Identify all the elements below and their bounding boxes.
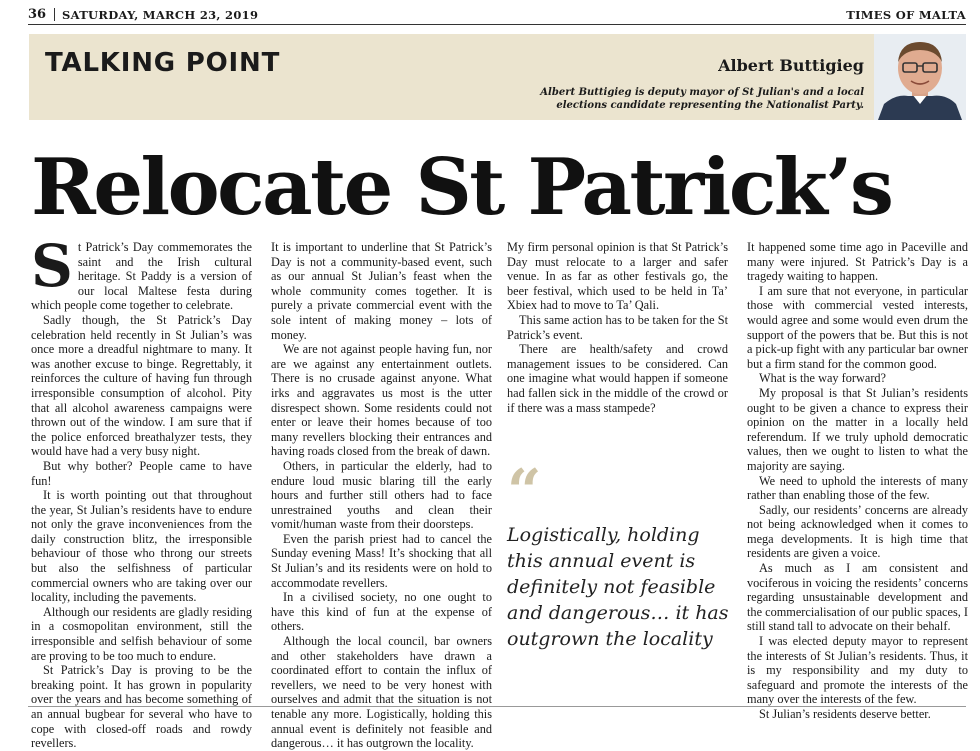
paragraph-text: This same action has to be taken for the St Patrick’s event. — [507, 312, 728, 342]
pull-quote-text: Logistically, holding this annual event is definitely not feasible and dangerous… it has outgrown the locality — [507, 524, 729, 650]
paragraph-text: My proposal is that St Julian’s residents ought to be given a chance to express their opinion on the matter in a locally held referendum. If we truly uphold democratic values, then we ought to listen to what the majority are saying. — [747, 385, 968, 473]
article-paragraph — [747, 707, 968, 722]
article-paragraph — [271, 240, 492, 342]
paragraph-text: It is important to underline that St Patrick’s Day is not a community-based event, such as our annual St Julian’s feast when the whole community comes together. It is purely a private commercial event with the sole intent of making money – lots of money. — [271, 240, 492, 342]
article-paragraph — [31, 232, 252, 313]
paragraph-text: But why bother? People came to have fun! — [31, 458, 252, 488]
masthead-bar — [28, 6, 966, 25]
article-paragraph — [747, 474, 968, 503]
article-column — [507, 240, 728, 415]
article-column — [271, 240, 492, 751]
section-band — [29, 34, 966, 120]
article-paragraph — [271, 532, 492, 590]
paragraph-text: Sadly, our residents’ concerns are already not being acknowledged when it comes to mega developments. It is high time that residents are given a voice. — [747, 502, 968, 561]
article-headline: Relocate St Patrick’s — [31, 142, 892, 233]
author-portrait-icon — [874, 34, 966, 120]
quote-mark-icon: “ — [507, 457, 542, 527]
paragraph-text: There are health/safety and crowd management issues to be considered. Can one imagine what would happen if someone had fallen sick in the middle of the crowd or if there was a mass stampede? — [507, 342, 728, 415]
paragraph-text: What is the way forward? — [759, 371, 887, 386]
article-paragraph — [747, 503, 968, 561]
article-paragraph — [271, 459, 492, 532]
section-title: TALKING POINT — [45, 48, 281, 78]
article-paragraph — [747, 240, 968, 284]
paragraph-text: St Julian’s residents deserve better. — [759, 707, 931, 721]
article-paragraph — [31, 459, 252, 488]
paragraph-text: It is worth pointing out that throughout the year, St Julian’s residents have to endure not only the grave inconveniences from the daily construction blitz, the irresponsible behaviour of those who throng our streets but also the selfishness of particular commercial owners who are taking over our locality, including the pavements. — [31, 488, 252, 605]
paragraph-text: Although the local council, bar owners and other stakeholders have drawn a coordinated effort to contain the influx of revellers, we need to be very honest with ourselves and admit that the situation is not tenable any more. Logistically, holding this annual event is definitely not feasible and dangerous… it has outgrown the locality. — [271, 634, 492, 751]
paragraph-text: We need to uphold the interests of many rather than enabling those of the few. — [747, 473, 968, 503]
masthead-divider — [54, 8, 55, 21]
issue-date: SATURDAY, MARCH 23, 2019 — [62, 8, 259, 22]
paragraph-text: St Patrick’s Day is proving to be the breaking point. It has grown in popularity over the years and has become something of an annual bugbear for several who have to cope with closed-off roads and rowdy revellers. — [31, 663, 252, 751]
author-name: Albert Buttigieg — [718, 56, 864, 75]
article-paragraph — [271, 342, 492, 459]
paragraph-text: Even the parish priest had to cancel the Sunday evening Mass! It’s shocking that all St Julian’s and its residents were on hold to accommodate revellers. — [271, 531, 492, 590]
article-column — [747, 240, 968, 722]
article-paragraph — [747, 561, 968, 634]
paragraph-text: As much as I am consistent and vociferous in voicing the residents’ concerns regarding unsustainable development and the commercialisation of our public spaces, I still stand tall to advocate on their behalf. — [747, 561, 968, 634]
page-number: 36 — [28, 7, 47, 22]
paragraph-text: It happened some time ago in Paceville and many were injured. St Patrick’s Day is a tragedy waiting to happen. — [747, 240, 968, 284]
drop-cap: S — [31, 232, 73, 300]
paragraph-text: Although our residents are gladly residing in a cosmopolitan environment, still the irresponsible and selfish behaviour of some are proving to be too much to endure. — [31, 604, 252, 663]
paragraph-text: My firm personal opinion is that St Patrick’s Day must relocate to a larger and safer venue. In as far as other festivals go, the beer festival, which used to be held in Ta’ Xbiex had to move to Ta’ Qali. — [507, 240, 728, 313]
paragraph-text: t Patrick’s Day commemorates the saint and the Irish cultural heritage. St Paddy is a version of our local Maltese festa during which people come together to celebrate. — [31, 240, 252, 313]
article-paragraph — [31, 663, 252, 751]
article-paragraph — [31, 488, 252, 605]
paragraph-text: In a civilised society, no one ought to have this kind of fun at the expense of others. — [271, 590, 492, 634]
author-bio-line: Albert Buttigieg is deputy mayor of St Julian's and a local — [540, 87, 864, 98]
pull-quote — [507, 457, 732, 652]
article-paragraph — [31, 313, 252, 459]
article-paragraph — [271, 634, 492, 751]
article-paragraph — [507, 313, 728, 342]
author-photo — [874, 34, 966, 120]
article-paragraph — [507, 342, 728, 415]
article-paragraph — [747, 284, 968, 372]
paragraph-text: Sadly though, the St Patrick’s Day celebration held recently in St Julian’s was once more a dreadful nightmare to many. It was another excuse to binge. Regrettably, it reinforces the culture of having fun through irresponsible consumption of alcohol. Pity that all alcohol awareness campaigns were thrown out of the window. I am sure that if the police enforced breathalyzer tests, they would have had a very busy night. — [31, 312, 252, 459]
paragraph-text: I am sure that not everyone, in particular those with commercial vested interests, would agree and some would even drum the support of the powers that be. But this is not a pick-up fight with any particular bar owner but a firm stand for the common good. — [747, 283, 968, 371]
paragraph-text: I was elected deputy mayor to represent the interests of St Julian’s residents. Thus, it is my responsibility and my duty to safeguard and promote the interests of the many over the interests of the few. — [747, 634, 968, 707]
paragraph-text: We are not against people having fun, nor are we against any entertainment outlets. There is no crusade against anyone. What irks and aggravates us most is the utter disrespect shown. Some residents could not enter or leave their homes because of too many revellers blocking their entrances and having roads closed from the break of dawn. — [271, 342, 492, 459]
article-paragraph — [747, 634, 968, 707]
article-paragraph — [747, 386, 968, 474]
article-paragraph — [747, 371, 968, 386]
publication-name: TIMES OF MALTA — [846, 8, 966, 22]
paragraph-text: Others, in particular the elderly, had to endure loud music blaring till the early hours and further still others had to face unrestrained youths and clean their vomit/human waste from their doorsteps. — [271, 458, 492, 532]
page-bottom-rule — [28, 706, 966, 707]
article-paragraph — [507, 240, 728, 313]
article-paragraph — [31, 605, 252, 663]
author-bio — [534, 86, 864, 112]
article-column — [31, 232, 252, 751]
article-paragraph — [271, 590, 492, 634]
author-bio-line: elections candidate representing the Nationalist Party. — [556, 100, 864, 111]
